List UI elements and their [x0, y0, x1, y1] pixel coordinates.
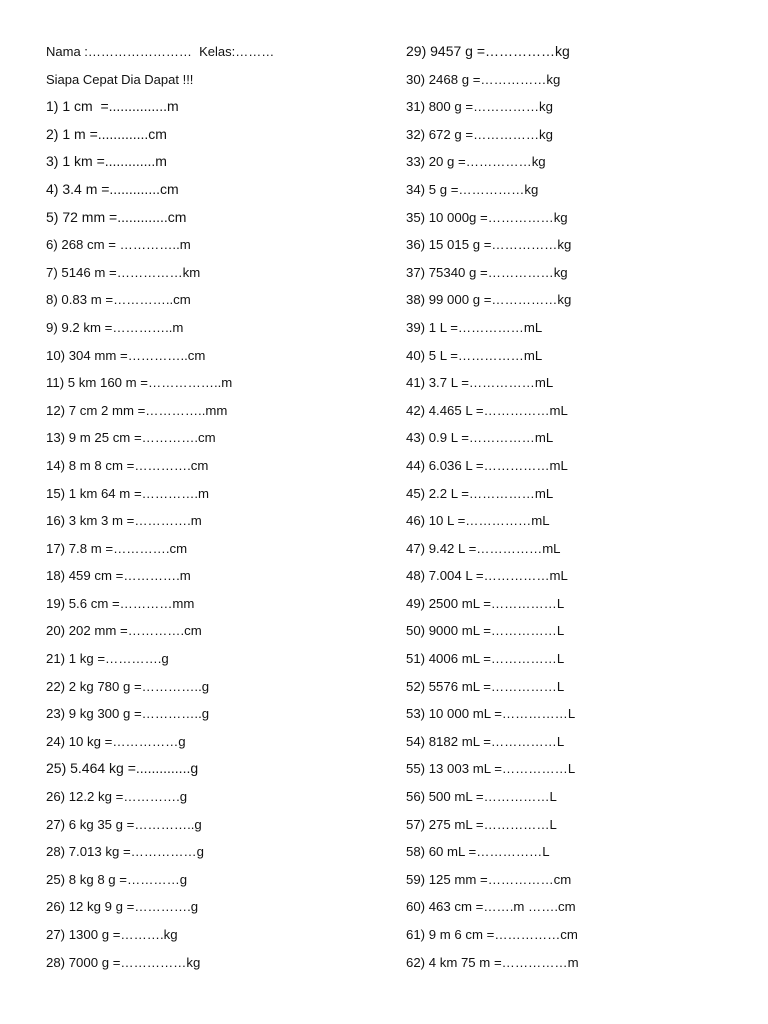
question-item: 26) 12.2 kg =………….g	[46, 789, 188, 805]
question-item: 5) 72 mm =.............cm	[46, 208, 187, 225]
question-item: 42) 4.465 L =……………mL	[406, 402, 568, 418]
question-item: 9) 9.2 km =…………..m	[46, 319, 184, 335]
question-item: 34) 5 g =……………kg	[406, 181, 539, 197]
question-item: 26) 12 kg 9 g =………….g	[46, 899, 199, 915]
question-item: 12) 7 cm 2 mm =…………..mm	[46, 402, 228, 418]
question-item: 19) 5.6 cm =…………mm	[46, 595, 195, 611]
worksheet-title: Siapa Cepat Dia Dapat !!!	[46, 71, 194, 87]
question-item: 44) 6.036 L =……………mL	[406, 457, 568, 473]
question-item: 37) 75340 g =……………kg	[406, 264, 568, 280]
question-item: 4) 3.4 m =.............cm	[46, 180, 179, 197]
question-item: 54) 8182 mL =……………L	[406, 733, 565, 749]
question-item: 43) 0.9 L =……………mL	[406, 430, 554, 446]
question-item: 3) 1 km =.............m	[46, 153, 167, 170]
question-item: 18) 459 cm =………….m	[46, 568, 191, 584]
question-item: 47) 9.42 L =……………mL	[406, 540, 561, 556]
question-item: 22) 2 kg 780 g =…………..g	[46, 678, 210, 694]
question-item: 24) 10 kg =……………g	[46, 733, 186, 749]
left-column	[46, 38, 376, 976]
question-item: 53) 10 000 mL =……………L	[406, 706, 576, 722]
question-item: 33) 20 g =……………kg	[406, 154, 546, 170]
question-item: 2) 1 m =.............cm	[46, 125, 167, 142]
question-item: 8) 0.83 m =…………..cm	[46, 292, 191, 308]
question-item: 25) 5.464 kg =..............g	[46, 760, 199, 777]
question-item: 59) 125 mm =……………cm	[406, 871, 572, 887]
question-item: 52) 5576 mL =……………L	[406, 678, 565, 694]
question-item: 27) 6 kg 35 g =…………..g	[46, 816, 202, 832]
question-item: 36) 15 015 g =……………kg	[406, 237, 572, 253]
question-item: 1) 1 cm =...............m	[46, 98, 179, 115]
question-item: 16) 3 km 3 m =………….m	[46, 513, 202, 529]
question-item: 27) 1300 g =……….kg	[46, 927, 178, 942]
question-item: 60) 463 cm =…….m …….cm	[406, 899, 576, 915]
question-item: 17) 7.8 m =………….cm	[46, 540, 188, 556]
question-item: 13) 9 m 25 cm =………….cm	[46, 430, 216, 446]
question-item: 28) 7000 g =……………kg	[46, 954, 201, 970]
question-item: 35) 10 000g =……………kg	[406, 209, 568, 225]
question-item: 50) 9000 mL =……………L	[406, 623, 565, 639]
name-class-field: Nama :…………………… Kelas:………	[46, 44, 275, 59]
question-item: 11) 5 km 160 m =……………..m	[46, 375, 233, 391]
question-item: 25) 8 kg 8 g =…………g	[46, 871, 188, 887]
question-item: 30) 2468 g =……………kg	[406, 71, 561, 87]
question-item: 15) 1 km 64 m =………….m	[46, 485, 210, 501]
question-item: 14) 8 m 8 cm =………….cm	[46, 457, 209, 473]
question-item: 23) 9 kg 300 g =…………..g	[46, 706, 210, 722]
question-item: 40) 5 L =……………mL	[406, 347, 543, 363]
question-item: 6) 268 cm = …………..m	[46, 237, 191, 253]
question-item: 10) 304 mm =…………..cm	[46, 347, 206, 363]
question-item: 32) 672 g =……………kg	[406, 126, 553, 142]
right-question-list	[406, 38, 736, 976]
question-item: 49) 2500 mL =……………L	[406, 595, 565, 611]
question-item: 39) 1 L =……………mL	[406, 319, 543, 335]
question-item: 21) 1 kg =………….g	[46, 651, 169, 667]
question-item: 38) 99 000 g =……………kg	[406, 292, 572, 308]
question-item: 48) 7.004 L =……………mL	[406, 568, 568, 584]
question-item: 28) 7.013 kg =……………g	[46, 844, 204, 860]
right-column	[406, 38, 736, 976]
question-item: 31) 800 g =……………kg	[406, 99, 553, 115]
question-item: 45) 2.2 L =……………mL	[406, 485, 554, 501]
left-question-list	[46, 93, 376, 976]
question-item: 7) 5146 m =……………km	[46, 264, 201, 280]
question-item: 29) 9457 g =……………kg	[406, 43, 570, 59]
question-item: 57) 275 mL =……………L	[406, 816, 557, 832]
question-item: 20) 202 mm =………….cm	[46, 623, 202, 639]
question-item: 62) 4 km 75 m =……………m	[406, 954, 579, 970]
question-item: 51) 4006 mL =……………L	[406, 651, 565, 667]
question-item: 41) 3.7 L =……………mL	[406, 375, 554, 391]
question-item: 55) 13 003 mL =……………L	[406, 761, 576, 777]
question-item: 58) 60 mL =……………L	[406, 844, 550, 860]
question-item: 61) 9 m 6 cm =……………cm	[406, 927, 578, 942]
question-item: 46) 10 L =……………mL	[406, 513, 550, 529]
question-item: 56) 500 mL =……………L	[406, 789, 557, 805]
